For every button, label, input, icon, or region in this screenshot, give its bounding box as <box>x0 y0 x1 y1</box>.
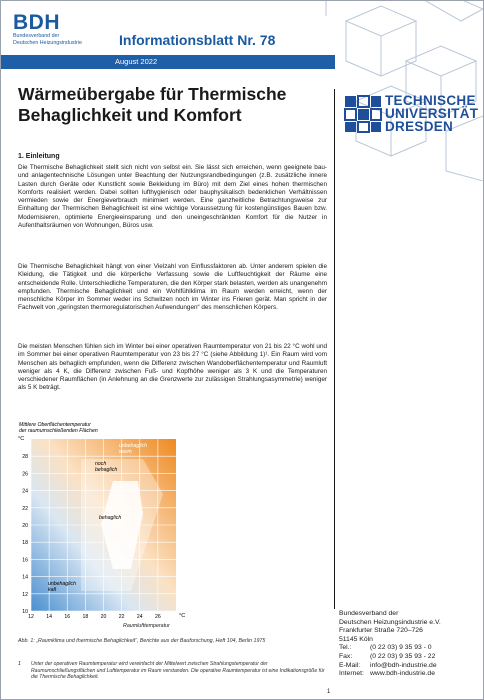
y-tick-label: 14 <box>22 574 28 581</box>
y-tick-label: 28 <box>22 454 28 461</box>
y-tick-label: 24 <box>22 488 28 495</box>
logo-text: BDH <box>13 11 60 34</box>
chart-ylabel-line2: der raumumschließenden Flächen <box>19 428 98 434</box>
chart-ylabel-line1: Mittlere Oberflächentemperatur <box>19 422 91 428</box>
x-tick-label: 20 <box>100 614 107 619</box>
x-tick-label: 26 <box>154 614 161 619</box>
tud-line3: DRESDEN <box>385 119 454 134</box>
footnote-text: Unter der operativen Raumtemperatur wird vereinfacht der Mittelwert zwischen Strahlungstemperatur der Raumumschließungsflächen und Lufttemperatur im Raum verstanden. Die operative Raumtemperatur ist eine Indikationsgröße für die Thermische Behaglichkeit. <box>31 661 325 681</box>
bdh-logo <box>13 13 82 46</box>
region-kalt-label2: kalt <box>48 587 57 593</box>
x-tick-label: 12 <box>28 614 34 619</box>
comfort-chart-svg <box>13 419 213 619</box>
logo-sub-line2: Deutschen Heizungsindustrie <box>13 39 82 46</box>
x-tick-label: 14 <box>46 614 53 619</box>
tud-line1: TECHNISCHE <box>385 93 476 108</box>
date-bar <box>1 55 335 69</box>
address-line2: Deutschen Heizungsindustrie e.V. <box>339 618 441 626</box>
y-tick-label: 20 <box>22 523 28 529</box>
chart-x-unit: °C <box>179 613 186 619</box>
address-line4: 51145 Köln <box>339 635 373 643</box>
header <box>1 1 483 69</box>
internet-link[interactable]: www.bdh-industrie.de <box>370 670 435 678</box>
y-tick-label: 16 <box>22 557 28 564</box>
y-tick-label: 18 <box>22 540 28 547</box>
x-tick-label: 18 <box>82 614 89 619</box>
page-number: 1 <box>327 689 331 695</box>
tel-row <box>339 644 441 653</box>
x-tick-label: 16 <box>64 614 71 619</box>
fax-row <box>339 653 441 662</box>
date-label: August 2022 <box>115 57 158 66</box>
y-tick-label: 26 <box>22 471 28 478</box>
paragraph-2: Die Thermische Behaglichkeit hängt von einer Vielzahl von Einflussfaktoren ab. Unter anderem spielen die Kleidung, die Tätigkeit und die körperliche Verfassung sowie die Luftfeuchtigkeit der Räume eine entscheidende Rolle. Unterschiedliche Temperaturen, die den Körper stark belasten, werden als unangenehm empfunden. Thermische Behaglichkeit und ein Wohlfühlklima im Raum werden erreicht, wenn der menschliche Körper im Sommer weder ins Schwitzen noch im Winter ins Frieren gerät. Man spricht in der Fachwelt von „geringsten thermoregulatorischen Aufwendungen“ des menschlichen Körpers. <box>18 263 327 312</box>
x-tick-label: 22 <box>118 614 125 619</box>
address-line3: Frankfurter Straße 720–726 <box>339 627 423 635</box>
y-tick-label: 10 <box>22 609 28 615</box>
region-noch-label1: noch <box>95 461 107 467</box>
page-title: Wärmeübergabe für Thermische Behaglichkeit und Komfort <box>18 84 287 125</box>
region-kalt-label1: unbehaglich <box>48 581 76 587</box>
section-heading: 1. Einleitung <box>18 153 60 160</box>
region-warm-label1: unbehaglich <box>119 443 147 449</box>
chart-y-unit: °C <box>18 436 25 442</box>
fax-label: Fax: <box>339 652 353 660</box>
internet-label: Internet: <box>339 670 364 678</box>
email-label: E-Mail: <box>339 661 361 669</box>
email-row <box>339 662 441 671</box>
address-line1: Bundesverband der <box>339 610 399 617</box>
chart-xlabel: Raumlufttemperatur <box>123 623 170 629</box>
region-warm-label2: warm <box>119 449 132 455</box>
y-tick-label: 12 <box>22 591 28 598</box>
internet-row <box>339 670 441 679</box>
tel-label: Tel.: <box>339 644 352 652</box>
tel-value: (0 22 03) 9 35 93 - 0 <box>370 644 432 652</box>
fax-value: (0 22 03) 9 35 93 - 22 <box>370 652 436 660</box>
comfort-chart <box>13 419 213 629</box>
footnote-number: 1 <box>18 661 21 667</box>
figure-caption: Abb. 1: „Raumklima und thermische Behaglichkeit“, Berichte aus der Bauforschung, Heft 104, Berlin 1975 <box>18 638 266 644</box>
y-tick-label: 22 <box>22 505 28 512</box>
logo-sub-line1: Bundesverband der <box>13 33 60 39</box>
chart-y-ticks <box>22 454 28 615</box>
chart-x-ticks <box>28 614 161 619</box>
info-sheet-title: Informationsblatt Nr. 78 <box>119 32 276 48</box>
column-divider <box>334 89 335 609</box>
region-behaglich-label: behaglich <box>99 515 122 521</box>
tu-dresden-emblem-icon <box>343 94 383 134</box>
x-tick-label: 24 <box>136 614 143 619</box>
paragraph-1: Die Thermische Behaglichkeit stellt sich nicht von selbst ein. Sie lässt sich erreichen, wenn geeignete bau- und anlagentechnische Lösungen unter Beachtung der Nutzungsrandbedingungen (z.B. zusätzliche innere Lasten durch Geräte oder Kunstlicht sowie Bekleidung im Büro) mit dem Ziel eines hohen thermischen Komforts realisiert werden. Dabei sollten lufthygienisch oder bauphysikalisch bedenklichen Verhältnissen vermieden sowie der Energieverbrauch minimiert werden. Eine ganzheitliche Betrachtungsweise zur Einhaltung der Thermischen Behaglichkeit ist eine wichtige Voraussetzung für kostengünstiges Bauen bzw. Modernisieren, optimierte Energieeinsparung und den uneingeschränkten Komfort für die Nutzer in Aufenthaltsräumen von Wohnungen, Büros usw. <box>18 164 327 230</box>
region-noch-label2: behaglich <box>95 467 118 473</box>
paragraph-3: Die meisten Menschen fühlen sich im Winter bei einer operativen Raumtemperatur von 21 bis 22 °C wohl und im Sommer bei einer operativen Raumtemperatur von 23 bis 27 °C (siehe Abbildung 1)¹. Ein Raum wird vom Menschen als behaglich empfunden, wenn die Differenz zwischen Wandoberflächentemperatur und Raumluft weniger als 4 K, die Differenz zwischen Fuß- und Kopfhöhe weniger als 3 K und die Temperaturen verschiedener Raumflächen (in Anlehnung an die Grenzwerte zur zulässigen Strahlungsasymmetrie) weniger als 5 K beträgt. <box>18 343 327 392</box>
email-link[interactable]: info@bdh-industrie.de <box>370 661 437 669</box>
tud-line2: UNIVERSITÄT <box>385 106 479 121</box>
address-block <box>339 610 441 679</box>
